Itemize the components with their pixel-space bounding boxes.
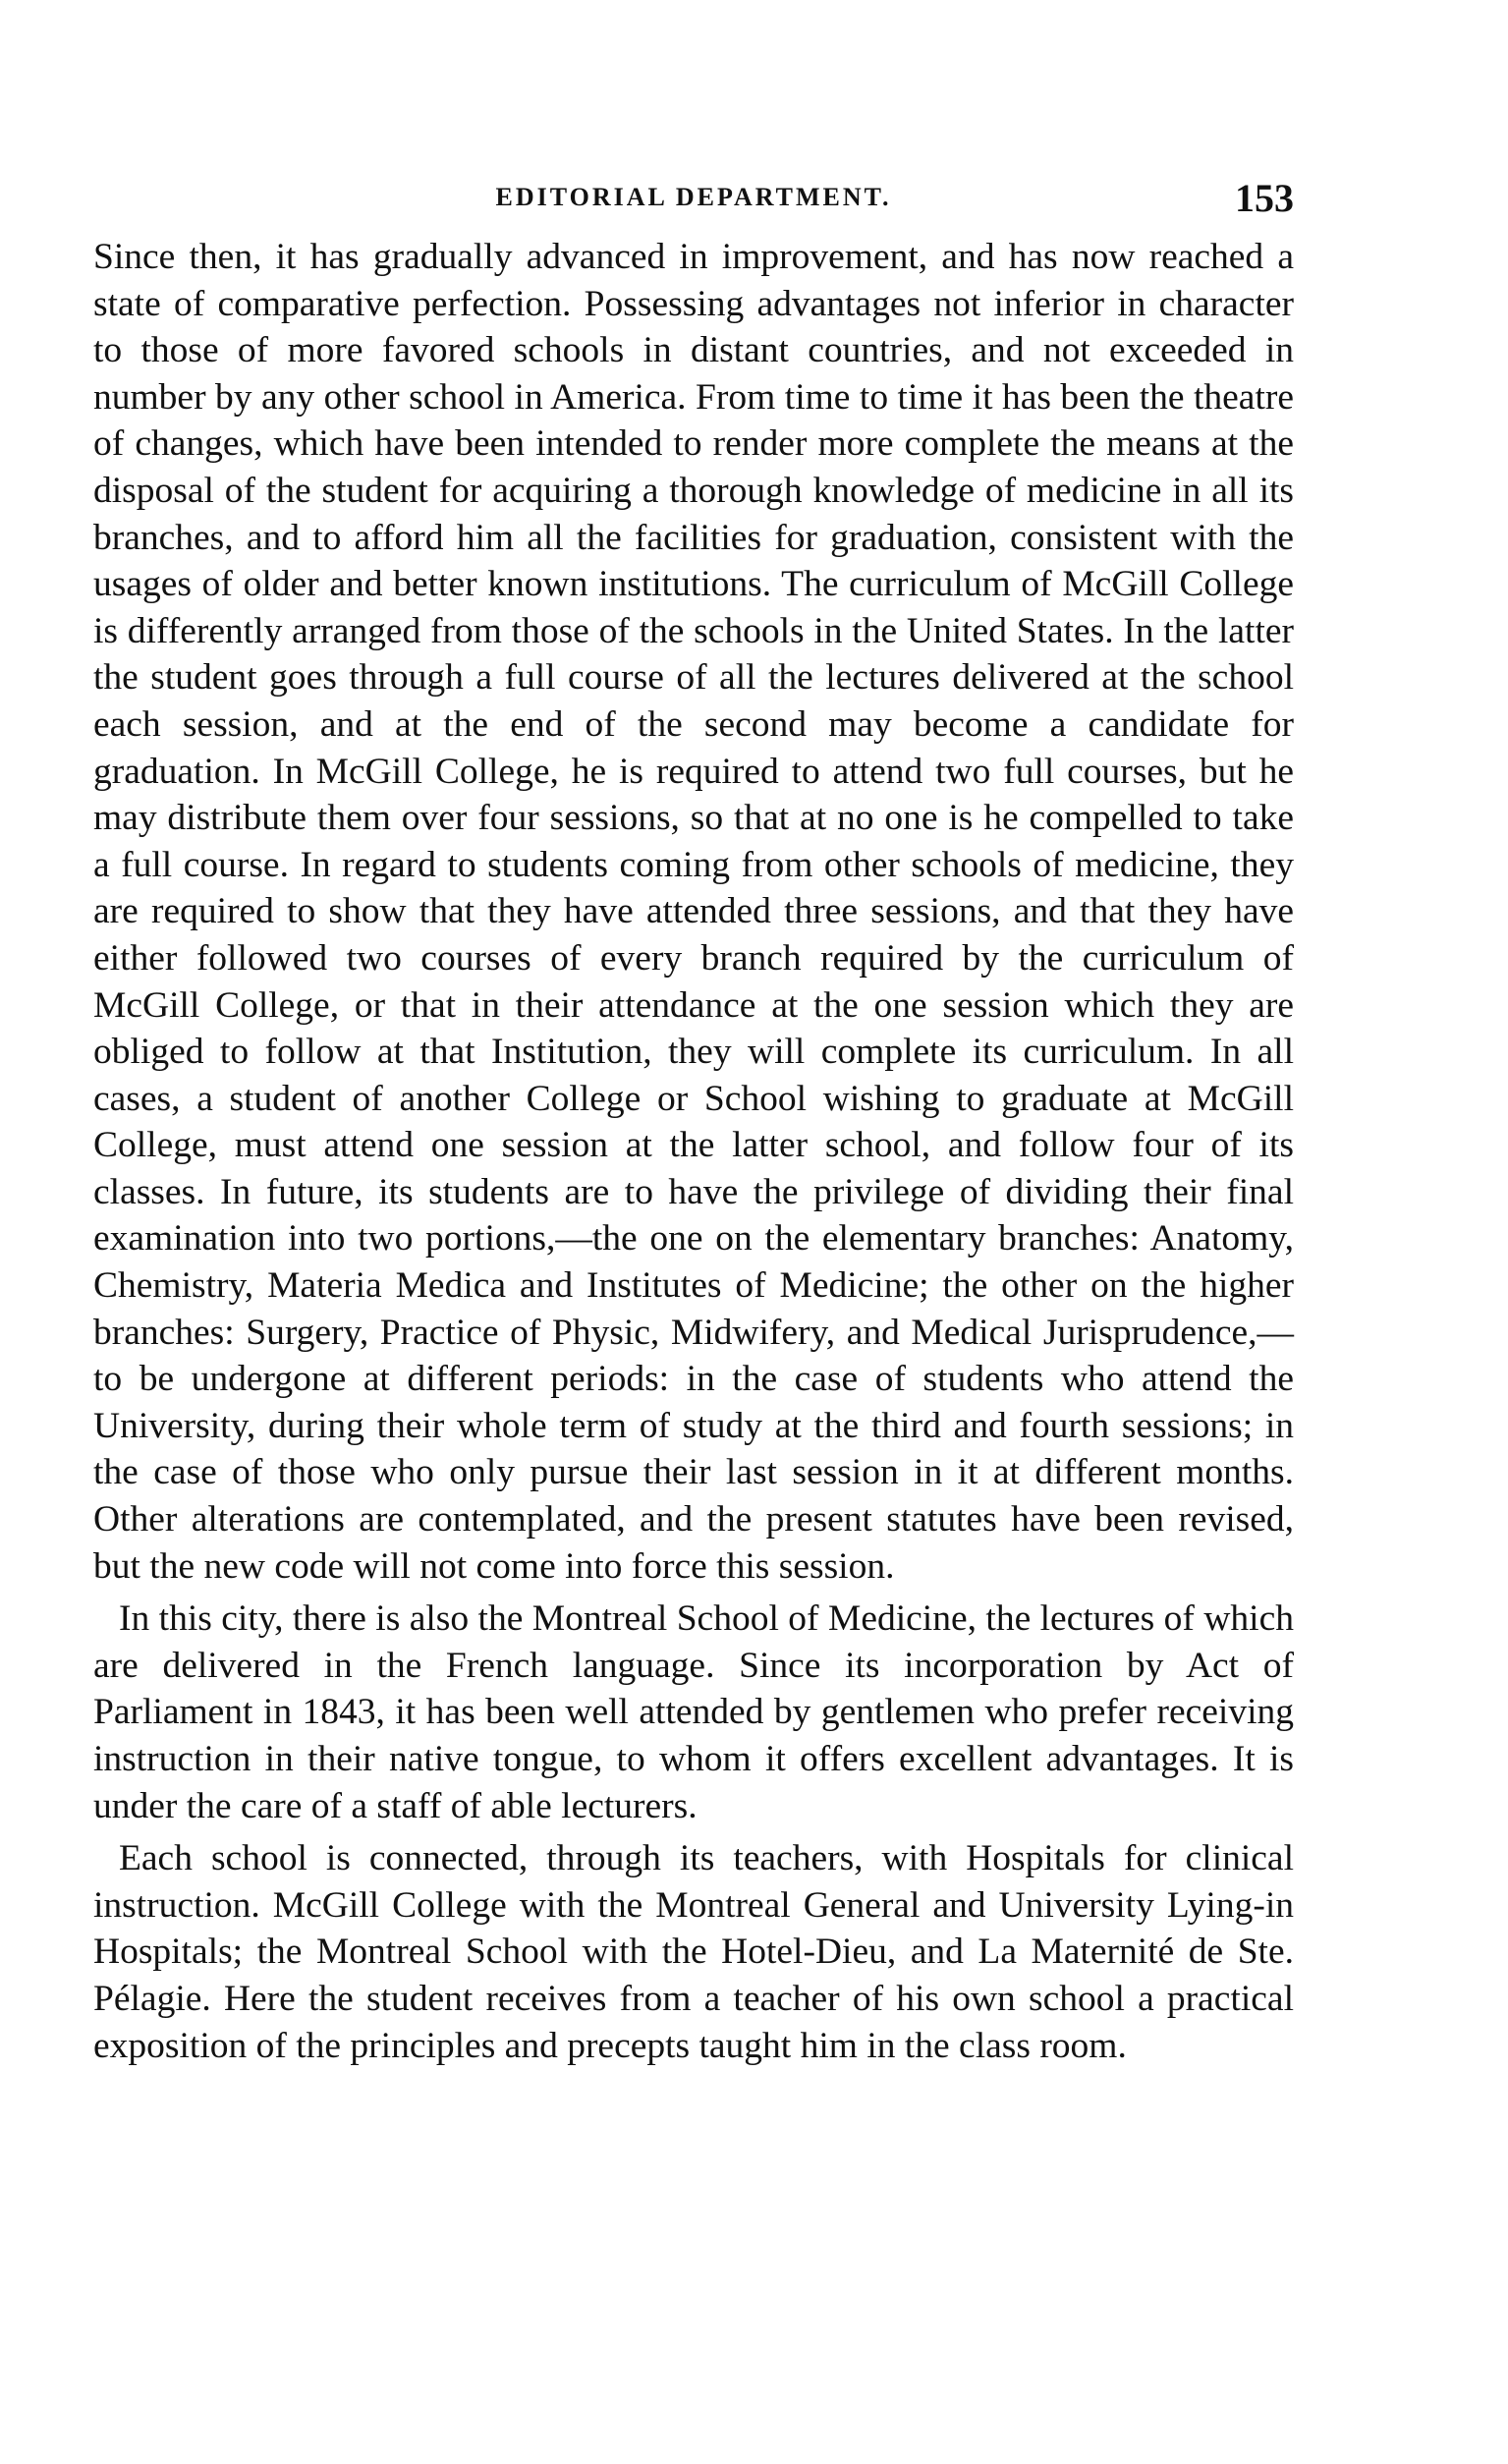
body-text [93,234,1294,2069]
paragraph-hospitals: Each school is connected, through its teachers, with Hospitals for clinical instruction. McGill College with the Montreal General and University Lying-in Hospitals; the Montreal School with the Hotel-Dieu, and La Maternité de Ste. Pélagie. Here the student receives from a teacher of his own school a practical exposition of the principles and precepts taught him in the class room. [93,1838,1294,2066]
paragraph-montreal-school: In this city, there is also the Montreal School of Medicine, the lectures of which are delivered in the French language. Since its incorporation by Act of Parliament in 1843, it has been well attended by gentlemen who prefer receiving instruction in their native tongue, to whom it offers excellent advantages. It is under the care of a staff of able lecturers. [93,1598,1294,1826]
running-header [93,175,1294,224]
paragraph-mcgill-curriculum: Since then, it has gradually advanced in improvement, and has now reached a state of comparative perfection. Possessing advantages not inferior in character to those of more favored schools in distant countries, and not exceeded in number by any other school in America. From time to time it has been the theatre of changes, which have been intended to render more complete the means at the disposal of the student for acquiring a thorough knowledge of medicine in all its branches, and to afford him all the facilities for graduation, consistent with the usages of older and better known institutions. The curriculum of McGill College is differently arranged from those of the schools in the United States. In the latter the student goes through a full course of all the lectures delivered at the school each session, and at the end of the second may become a candidate for graduation. In McGill College, he is required to attend two full courses, but he may distribute them over four sessions, so that at no one is he compelled to take a full course. In regard to students coming from other schools of medicine, they are required to show that they have attended three sessions, and that they have either followed two courses of every branch required by the curriculum of McGill College, or that in their attendance at the one session which they are obliged to follow at that Institution, they will complete its curriculum. In all cases, a student of another College or School wishing to graduate at McGill College, must attend one session at the latter school, and follow four of its classes. In future, its students are to have the privilege of dividing their final examination into two portions,—the one on the elementary branches: Anatomy, Chemistry, Materia Medica and Institutes of Medicine; the other on the higher branches: Surgery, Practice of Physic, Midwifery, and Medical Jurisprudence,—to be undergone at different periods: in the case of students who attend the University, during their whole term of study at the third and fourth sessions; in the case of those who only pursue their last session in it at different months. Other alterations are contemplated, and the present statutes have been revised, but the new code will not come into force this session. [93,237,1294,1587]
running-title: EDITORIAL DEPARTMENT. [495,183,892,211]
page-number: 153 [1235,176,1294,220]
